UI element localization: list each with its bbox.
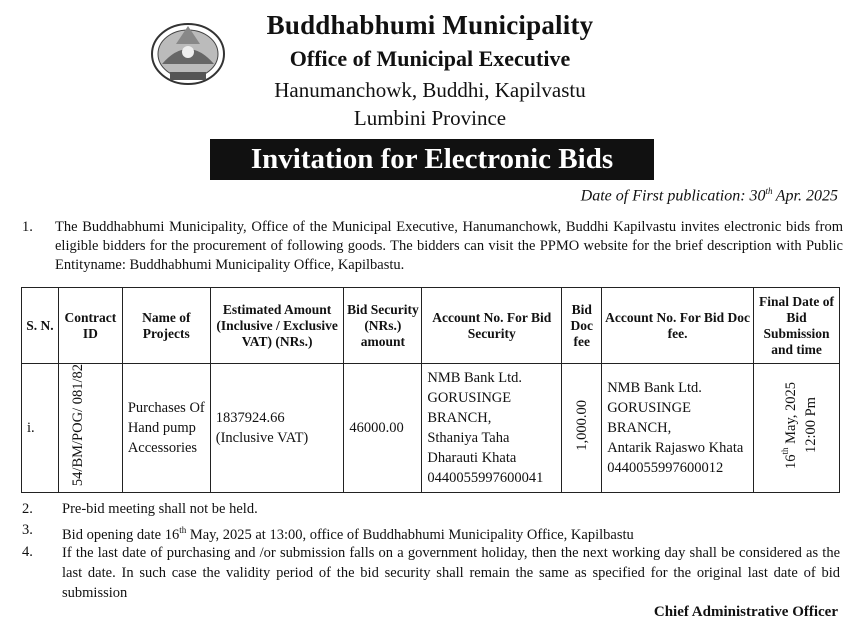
header-estimated-amount: Estimated Amount (Inclusive / Exclusive VAT) (NRs.) bbox=[210, 288, 344, 364]
security-bank: NMB Bank Ltd. bbox=[427, 370, 522, 387]
doc-account-name: Antarik Rajaswo Khata bbox=[607, 440, 744, 457]
bid-table bbox=[21, 287, 840, 493]
security-branch: GORUSINGE BRANCH, bbox=[427, 390, 512, 427]
cell-final-date bbox=[754, 364, 840, 493]
final-date-text: 16th May, 2025 12:00 Pm bbox=[779, 381, 819, 469]
doc-fee-text: 1,000.00 bbox=[573, 399, 590, 451]
header-bid-doc-fee: Bid Doc fee bbox=[562, 288, 602, 364]
doc-bank: NMB Bank Ltd. bbox=[607, 380, 702, 397]
paragraph-invitation: The Buddhabhumi Municipality, Office of the Municipal Executive, Hanumanchowk, Buddhi Kapilvastu invites electronic bids from eligible bidders for the procurement of following goods. The bidders can visit the PPMO website for the brief description with Public Entityname: Buddhabhumi Municipality Office, Kapilbastu. bbox=[55, 219, 843, 273]
item-number-1: 1. bbox=[22, 219, 33, 235]
header-final-date: Final Date of Bid Submission and time bbox=[754, 288, 840, 364]
address: Hanumanchowk, Buddhi, Kapilvastu bbox=[274, 78, 586, 102]
estimated-value: 1837924.66 bbox=[215, 410, 285, 427]
item-number-2: 2. bbox=[22, 501, 33, 517]
cell-account-bid-doc-fee bbox=[602, 364, 754, 493]
header-contract-id: Contract ID bbox=[58, 288, 122, 364]
doc-account-number: 0440055997600012 bbox=[607, 460, 724, 477]
table-row bbox=[22, 364, 840, 493]
estimated-note: (Inclusive VAT) bbox=[215, 430, 309, 447]
header-account-bid-security: Account No. For Bid Security bbox=[422, 288, 562, 364]
header-account-bid-doc-fee: Account No. For Bid Doc fee. bbox=[602, 288, 754, 364]
office-name: Office of Municipal Executive bbox=[289, 46, 571, 71]
doc-branch: GORUSINGE BRANCH, bbox=[607, 400, 691, 437]
security-account-number: 0440055997600041 bbox=[427, 470, 544, 487]
header-project: Name of Projects bbox=[122, 288, 210, 364]
cell-project: Purchases Of Hand pump Accessories bbox=[122, 364, 210, 493]
cell-bid-security: 46000.00 bbox=[344, 364, 422, 493]
cell-bid-doc-fee bbox=[562, 364, 602, 493]
paragraph-bid-opening: Bid opening date 16th May, 2025 at 13:00, office of Buddhabhumi Municipality Office, Kapilbastu bbox=[62, 525, 634, 543]
paragraph-holiday: If the last date of purchasing and /or submission falls on a government holiday, then the next working day shall be considered as the last date. In such case the validity period of the bid security shall remain the same as specified for the original last date of bid submission bbox=[62, 545, 840, 601]
notice-title-banner: Invitation for Electronic Bids bbox=[210, 139, 654, 180]
item-number-3: 3. bbox=[22, 522, 33, 538]
organization-name: Buddhabhumi Municipality bbox=[266, 10, 594, 40]
cell-sn: i. bbox=[22, 364, 59, 493]
item-number-4: 4. bbox=[22, 544, 33, 560]
cell-contract-id bbox=[58, 364, 122, 493]
cell-estimated-amount bbox=[210, 364, 344, 493]
contract-id-text: 54/BM/POG/ 081/82 bbox=[70, 364, 87, 487]
security-account-name: Sthaniya Taha Dharauti Khata bbox=[427, 430, 517, 467]
header-bid-security: Bid Security (NRs.) amount bbox=[344, 288, 422, 364]
province: Lumbini Province bbox=[353, 106, 507, 130]
table-header-row bbox=[22, 288, 840, 364]
publication-date: Date of First publication: 30th Apr. 2025 bbox=[580, 186, 838, 205]
paragraph-prebid: Pre-bid meeting shall not be held. bbox=[62, 501, 258, 517]
signature-title: Chief Administrative Officer bbox=[653, 604, 838, 620]
header-sn: S. N. bbox=[22, 288, 59, 364]
cell-account-bid-security bbox=[422, 364, 562, 493]
